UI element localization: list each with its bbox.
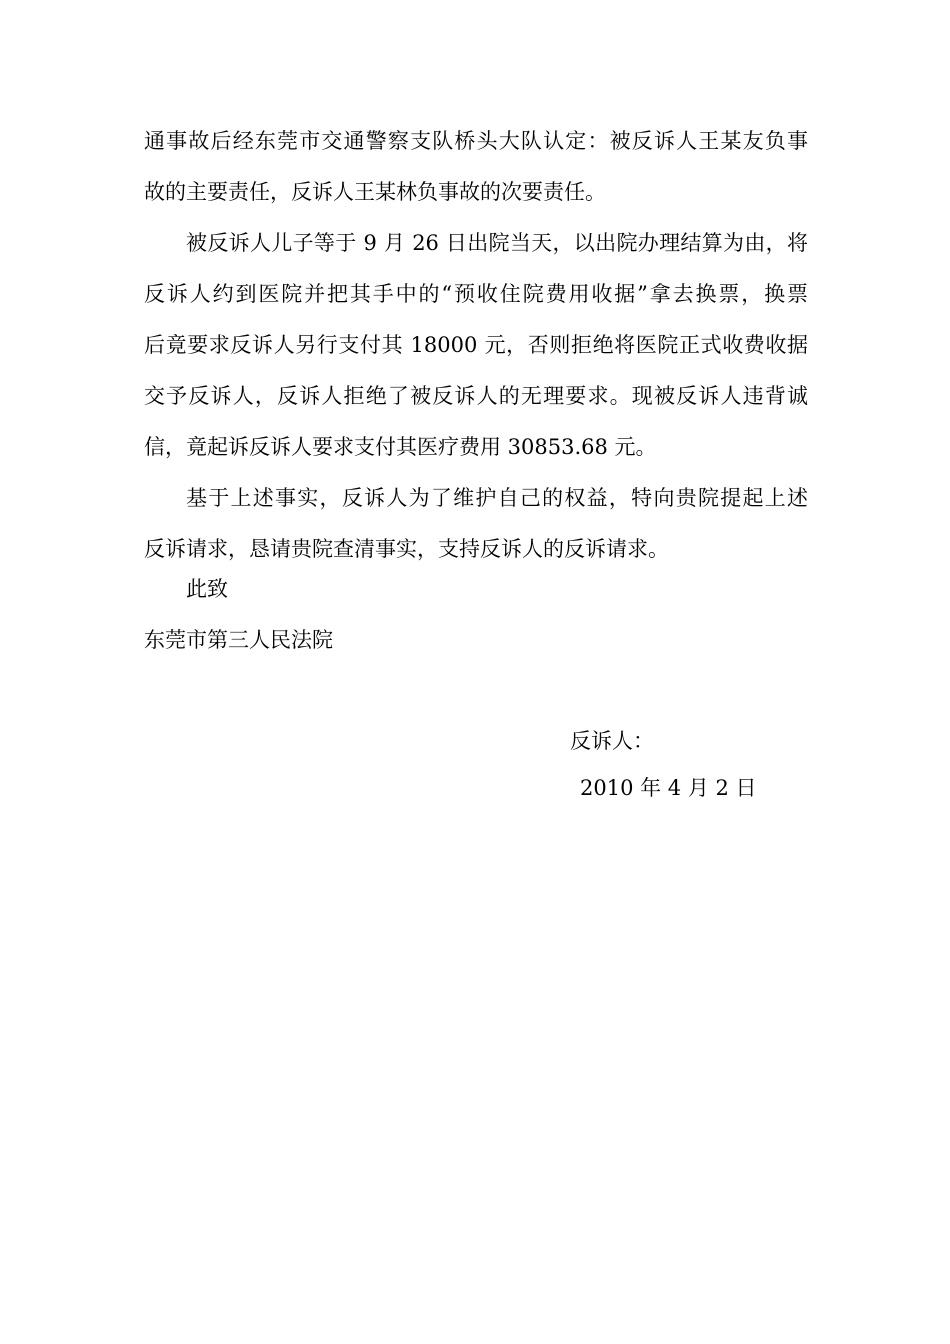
recipient-court: 东莞市第三人民法院 (144, 628, 333, 652)
document-date: 2010 年 4 月 2 日 (580, 776, 757, 800)
paragraph-line: 反诉请求，恳请贵院查清事实，支持反诉人的反诉请求。 (144, 537, 669, 561)
paragraph-hospital-discharge (144, 218, 808, 473)
paragraph-line: 交予反诉人，反诉人拒绝了被反诉人的无理要求。现被反诉人违背诚 (144, 384, 808, 408)
salutation-block (144, 564, 808, 666)
paragraph-accident-liability (144, 116, 808, 218)
paragraph-line: 故的主要责任，反诉人王某林负事故的次要责任。 (144, 180, 606, 204)
signature-label: 反诉人： (570, 729, 654, 753)
paragraph-line: 反诉人约到医院并把其手中的“预收住院费用收据”拿去换票，换票 (144, 282, 808, 306)
paragraph-line: 基于上述事实，反诉人为了维护自己的权益，特向贵院提起上述 (186, 486, 808, 510)
paragraph-counterclaim-request (144, 473, 808, 575)
paragraph-line: 信，竟起诉反诉人要求支付其医疗费用 30853.68 元。 (144, 435, 657, 459)
salutation: 此致 (186, 577, 228, 601)
paragraph-line: 通事故后经东莞市交通警察支队桥头大队认定：被反诉人王某友负事 (144, 129, 808, 153)
paragraph-line: 被反诉人儿子等于 9 月 26 日出院当天，以出院办理结算为由，将 (186, 231, 808, 255)
paragraph-line: 后竟要求反诉人另行支付其 18000 元，否则拒绝将医院正式收费收据 (144, 333, 808, 357)
